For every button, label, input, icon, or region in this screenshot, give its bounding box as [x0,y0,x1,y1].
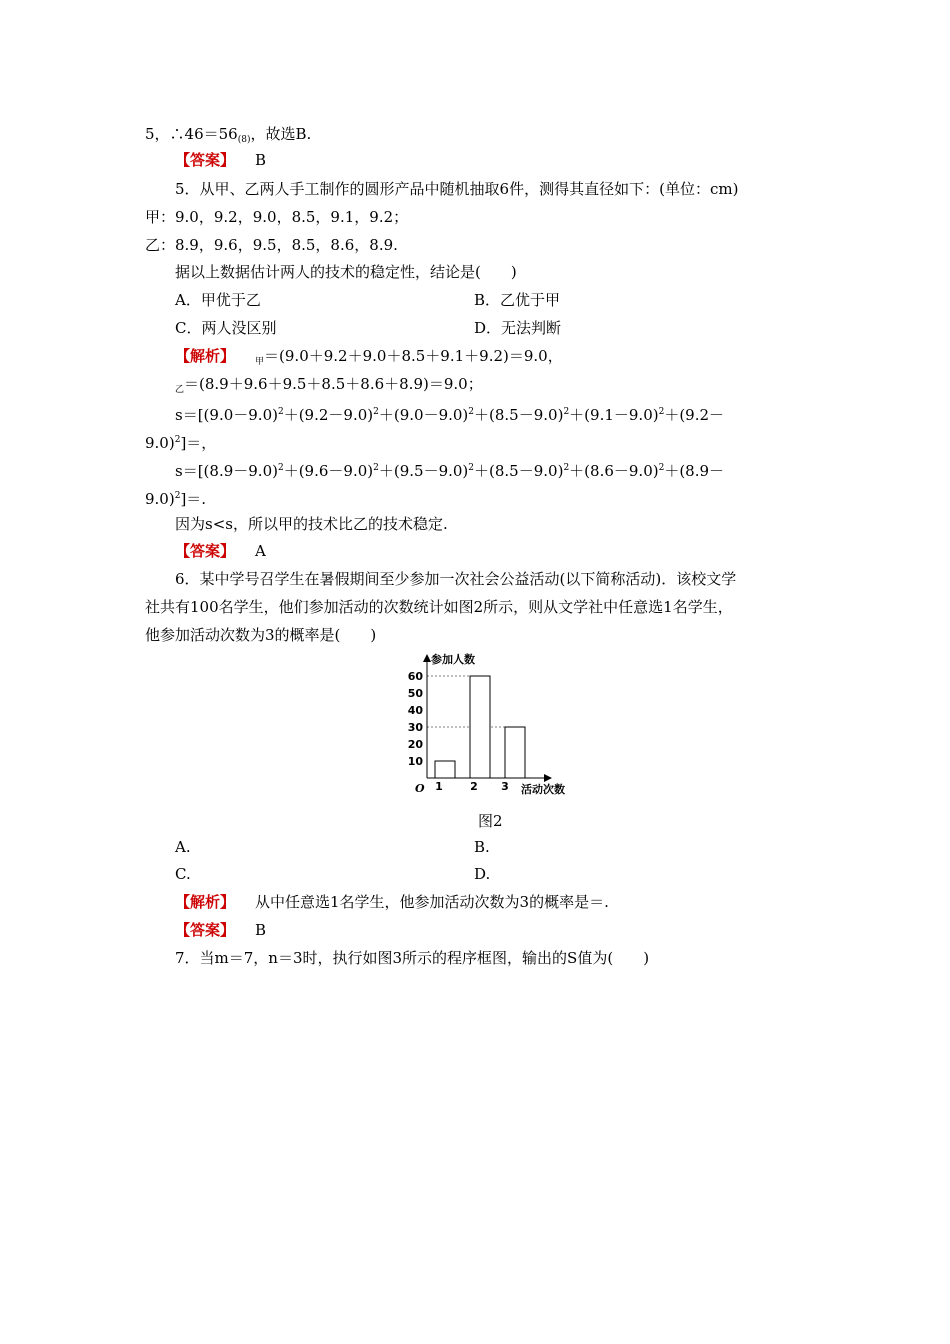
q6-option-c: C. [175,865,191,883]
analysis-5-jia: 【解析】 $_甲$＝(9.0＋9.2＋9.0＋8.5＋9.1＋9.2)＝9.0， [175,347,563,367]
y-tick-label: 30 [407,721,423,734]
question-7: 7．当m＝7，n＝3时，执行如图3所示的程序框图，输出的S值为( ) [175,949,650,967]
q5-ask: 据以上数据估计两人的技术的稳定性，结论是( ) [175,263,517,281]
question-6-line1: 6．某中学号召学生在暑假期间至少参加一次社会公益活动(以下简称活动)．该校文学 [175,570,737,588]
answer-5: 【答案】 A [175,542,266,560]
bar-2 [470,676,490,778]
bar-chart [395,650,585,800]
bar-1 [435,761,455,778]
x-tick-label: 2 [470,780,478,793]
q5-option-a: A．甲优于乙 [175,291,261,309]
q5-option-d: D．无法判断 [474,319,562,337]
y-tick-label: 20 [407,738,423,751]
analysis-6: 【解析】 从中任意选1名学生，他参加活动次数为3的概率是＝. [175,893,609,911]
y-tick-label: 10 [407,755,423,768]
question-5: 5．从甲、乙两人手工制作的圆形产品中随机抽取6件，测得其直径如下：(单位：cm) [175,180,739,198]
origin-label: O [415,782,425,795]
answer-tag: 【答案】 [175,151,236,169]
analysis-tag: 【解析】 [175,893,236,911]
answer-1: 【答案】 B [175,151,267,169]
question-6-line2: 社共有100名学生，他们参加活动的次数统计如图2所示，则从文学社中任意选1名学生， [145,598,733,616]
analysis-tag: 【解析】 [175,347,236,365]
analysis-5-yi: $_乙$＝(8.9＋9.6＋9.5＋8.5＋8.6＋8.9)＝9.0； [175,375,483,395]
answer-tag: 【答案】 [175,921,236,939]
variance-jia-cont: 9.0)$^2$]＝， [145,434,217,452]
question-6-line3: 他参加活动次数为3的概率是( ) [145,626,377,644]
x-tick-label: 3 [501,780,509,793]
q5-option-c: C．两人没区别 [175,319,277,337]
line-prev-result: 5，$\therefore 46=56_{(8)}$，故选B. [145,125,312,145]
q6-option-b: B. [474,838,490,856]
q6-option-a: A. [175,838,191,856]
chart-caption: 图2 [478,812,503,830]
x-tick-label: 1 [435,780,443,793]
conclusion-5: 因为s<s，所以甲的技术比乙的技术稳定. [175,515,448,533]
q5-data-yi: 乙：8.9，9.6，9.5，8.5，8.6，8.9. [145,236,398,254]
y-tick-label: 50 [407,687,423,700]
q5-data-jia: 甲：9.0，9.2，9.0，8.5，9.1，9.2； [145,208,409,226]
q5-option-b: B．乙优于甲 [474,291,561,309]
bar-3 [505,727,525,778]
answer-tag: 【答案】 [175,542,236,560]
x-axis-label: 活动次数 [521,783,565,796]
answer-6: 【答案】 B [175,921,267,939]
q6-option-d: D. [474,865,491,883]
y-axis-label: 参加人数 [431,653,475,666]
variance-yi-cont: 9.0)$^2$]＝. [145,490,207,508]
y-tick-label: 60 [407,670,423,683]
variance-jia: $s=[(9.0-9.0)^2+(9.2-9.0)^2+(9.0-9.0)^2+(8.5-9.0)^2+(9.1-9.0)^2+(9.2-$ [175,406,725,424]
y-tick-label: 40 [407,704,423,717]
variance-yi: $s=[(8.9-9.0)^2+(9.6-9.0)^2+(9.5-9.0)^2+(8.5-9.0)^2+(8.6-9.0)^2+(8.9-$ [175,462,725,480]
